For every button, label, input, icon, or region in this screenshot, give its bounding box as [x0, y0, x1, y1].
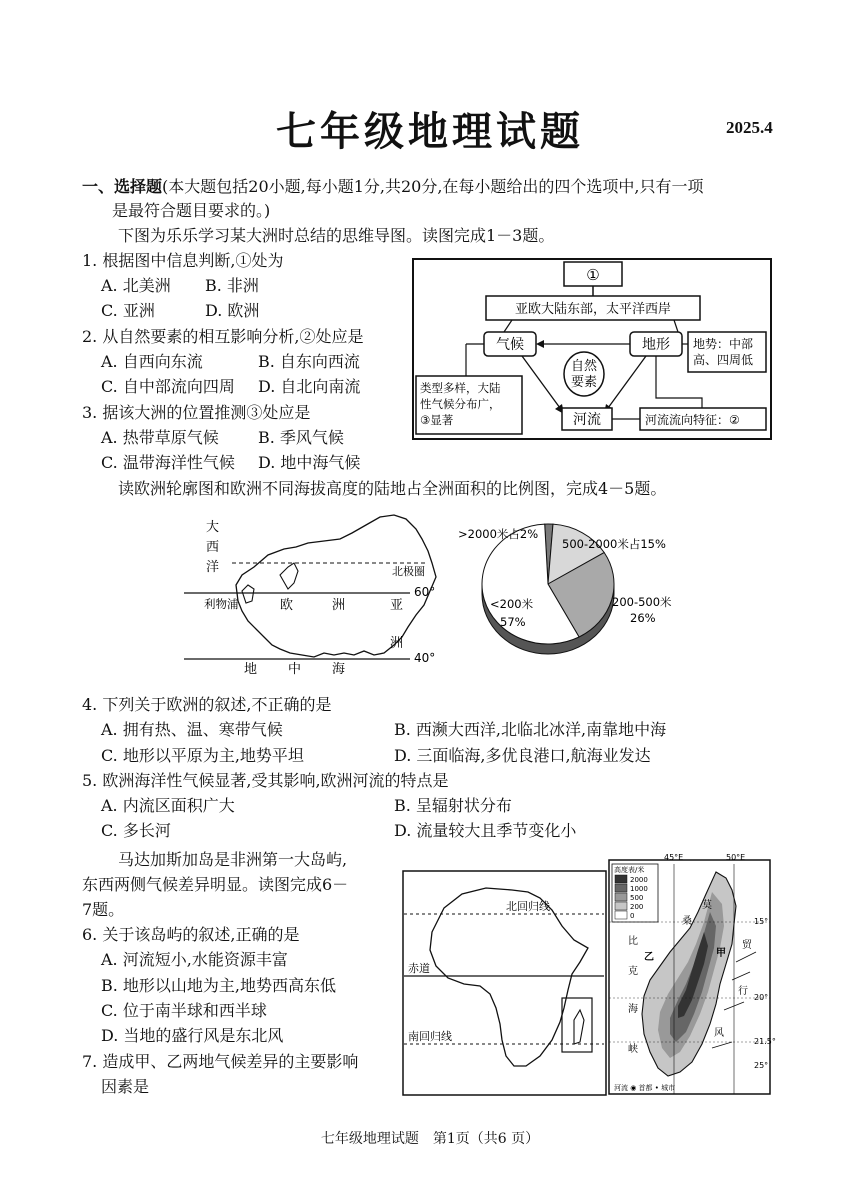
terrain-label: 地形: [642, 337, 670, 353]
q1-option-c: C. 亚洲: [101, 301, 155, 320]
asia-label-zhou: 洲: [390, 636, 404, 651]
q1-option-b: B. 非洲: [205, 276, 259, 295]
tropic-n-label: 北回归线: [506, 900, 550, 913]
q3-option-c: C. 温带海洋性气候: [101, 453, 235, 472]
q2-stem: 2. 从自然要素的相互影响分析,②处应是: [82, 327, 364, 346]
page-title: 七年级地理试题: [276, 108, 584, 155]
section-instruction-cont: 是最符合题目要求的。): [112, 201, 271, 220]
europe-label-zhou: 洲: [332, 598, 346, 613]
section-heading: 一、选择题: [82, 177, 163, 196]
africa-map: [402, 870, 607, 1096]
page-footer: 七年级地理试题 第1页（共6 页）: [320, 1131, 540, 1147]
tropic-s-label: 南回归线: [408, 1030, 452, 1043]
q3-option-a: A. 热带草原气候: [101, 428, 219, 447]
q5-stem: 5. 欧洲海洋性气候显著,受其影响,欧洲河流的特点是: [82, 771, 449, 790]
label-ke: 克: [628, 966, 638, 977]
climate-note-1: 类型多样，大陆: [420, 381, 501, 395]
legend-value-2: 500: [630, 894, 644, 902]
intro-europe: 读欧洲轮廓图和欧洲不同海拔高度的陆地占全洲面积的比例图，完成4－5题。: [118, 479, 667, 498]
q6-stem: 6. 关于该岛屿的叙述,正确的是: [82, 925, 300, 944]
q4-option-d: D. 三面临海,多优良港口,航海业发达: [394, 746, 651, 765]
q2-option-b: B. 自东向西流: [258, 352, 360, 371]
q2-option-d: D. 自北向南流: [258, 377, 361, 396]
label-xia: 峡: [628, 1044, 638, 1055]
terrain-note-1: 地势：中部: [693, 337, 754, 351]
q4-option-b: B. 西濒大西洋,北临北冰洋,南靠地中海: [394, 720, 667, 739]
label-mo: 莫: [702, 900, 712, 911]
atlantic-label-1: 大: [206, 520, 220, 535]
intro-mindmap: 下图为乐乐学习某大洲时总结的思维导图。读图完成1－3题。: [118, 226, 555, 245]
madagascar-detail-map: [608, 852, 776, 1100]
section-heading-line: [82, 176, 704, 198]
river-label: 河流: [573, 412, 601, 428]
europe-label-ou: 欧: [280, 598, 294, 613]
lon-50-label: 50°E: [726, 853, 746, 862]
europe-outline-map: [184, 505, 440, 680]
atlantic-label-2: 西: [206, 540, 220, 555]
lat-15-label: 15°: [754, 917, 769, 926]
legend-value-4: 0: [630, 912, 635, 920]
center-label-2: 要素: [570, 375, 598, 390]
q2-option-a: A. 自西向东流: [101, 352, 203, 371]
pie-label-gt2000: >2000米占2%: [458, 527, 539, 541]
q6-option-c: C. 位于南半球和西半球: [101, 1001, 267, 1020]
terrain-note-2: 高、四周低: [693, 353, 754, 367]
intro-madagascar-1: 马达加斯加岛是非洲第一大岛屿,: [118, 850, 348, 869]
q3-stem: 3. 据该大洲的位置推测③处应是: [82, 403, 311, 422]
q5-option-d: D. 流量较大且季节变化小: [394, 821, 577, 840]
exam-date: 2025.4: [726, 118, 773, 137]
label-bi: 比: [628, 936, 638, 947]
q2-option-c: C. 自中部流向四周: [101, 377, 235, 396]
pie-label-lt200-a: <200米: [490, 597, 534, 611]
lat-40-label: 40°: [414, 651, 436, 665]
legend-value-0: 2000: [630, 876, 648, 884]
med-label-2: 中: [288, 662, 302, 677]
q1-stem: 1. 根据图中信息判断,①处为: [82, 251, 284, 270]
intro-madagascar-2: 东西两侧气候差异明显。读图完成6－: [82, 875, 349, 894]
label-mao: 贸: [742, 940, 752, 951]
lat-25-label: 25°: [754, 1061, 769, 1070]
legend-value-3: 200: [630, 903, 644, 911]
elevation-pie-chart: [452, 512, 702, 677]
q6-option-b: B. 地形以山地为主,地势西高东低: [101, 976, 337, 995]
intro-madagascar-3: 7题。: [82, 900, 125, 919]
q5-option-c: C. 多长河: [101, 821, 171, 840]
label-yi: 乙: [644, 952, 654, 963]
mada-legend-bottom: 河流 ◉ 首都 • 城市: [614, 1084, 676, 1092]
legend-title: 高度表/米: [614, 866, 645, 874]
pie-label-200-500-b: 26%: [630, 611, 656, 625]
q6-option-d: D. 当地的盛行风是东北风: [101, 1026, 284, 1045]
q3-option-d: D. 地中海气候: [258, 453, 361, 472]
med-label-3: 海: [332, 662, 346, 677]
q3-option-b: B. 季风气候: [258, 428, 344, 447]
asia-label-ya: 亚: [390, 598, 404, 613]
location-label: 亚欧大陆东部，太平洋西岸: [514, 302, 672, 317]
climate-label: 气候: [496, 337, 524, 353]
label-xing: 行: [738, 986, 748, 997]
q7-stem-1: 7. 造成甲、乙两地气候差异的主要影响: [82, 1052, 359, 1071]
equator-label: 赤道: [408, 962, 430, 975]
q5-option-b: B. 呈辐射状分布: [394, 796, 512, 815]
mind-map-diagram: [412, 258, 772, 440]
lon-45-label: 45°E: [664, 853, 684, 862]
pie-label-200-500-a: 200-500米: [612, 595, 672, 609]
liverpool-label: 利物浦: [204, 597, 239, 611]
q4-option-c: C. 地形以平原为主,地势平坦: [101, 746, 304, 765]
pie-label-500-2000: 500-2000米占15%: [562, 537, 666, 551]
climate-note-2: 性气候分布广，: [420, 397, 501, 411]
center-label-1: 自然: [570, 359, 598, 374]
lat-60-label: 60°: [414, 585, 436, 599]
lat-20-label: 20°: [754, 993, 769, 1002]
atlantic-label-3: 洋: [206, 560, 220, 575]
q1-option-a: A. 北美洲: [101, 276, 171, 295]
label-jia: 甲: [716, 948, 726, 959]
med-label-1: 地: [244, 662, 258, 677]
lat-215-label: 21.5°: [754, 1037, 776, 1046]
climate-note-3: ③显著: [420, 413, 454, 427]
q1-option-d: D. 欧洲: [205, 301, 260, 320]
europe-outline: [236, 515, 436, 657]
continent-label: ①: [586, 266, 600, 284]
q4-stem: 4. 下列关于欧洲的叙述,不正确的是: [82, 695, 332, 714]
label-sang: 桑: [682, 916, 692, 927]
label-feng: 风: [714, 1028, 724, 1039]
pie-label-lt200-b: 57%: [500, 615, 526, 629]
q6-option-a: A. 河流短小,水能资源丰富: [101, 950, 288, 969]
river-note-label: 河流流向特征：②: [645, 413, 740, 427]
legend-value-1: 1000: [630, 885, 648, 893]
q5-option-a: A. 内流区面积广大: [101, 796, 235, 815]
q7-stem-2: 因素是: [101, 1077, 150, 1096]
label-hai: 海: [628, 1004, 638, 1015]
section-instruction: (本大题包括20小题,每小题1分,共20分,在每小题给出的四个选项中,只有一项: [162, 177, 704, 196]
arctic-circle-label: 北极圈: [392, 565, 425, 578]
q4-option-a: A. 拥有热、温、寒带气候: [101, 720, 283, 739]
